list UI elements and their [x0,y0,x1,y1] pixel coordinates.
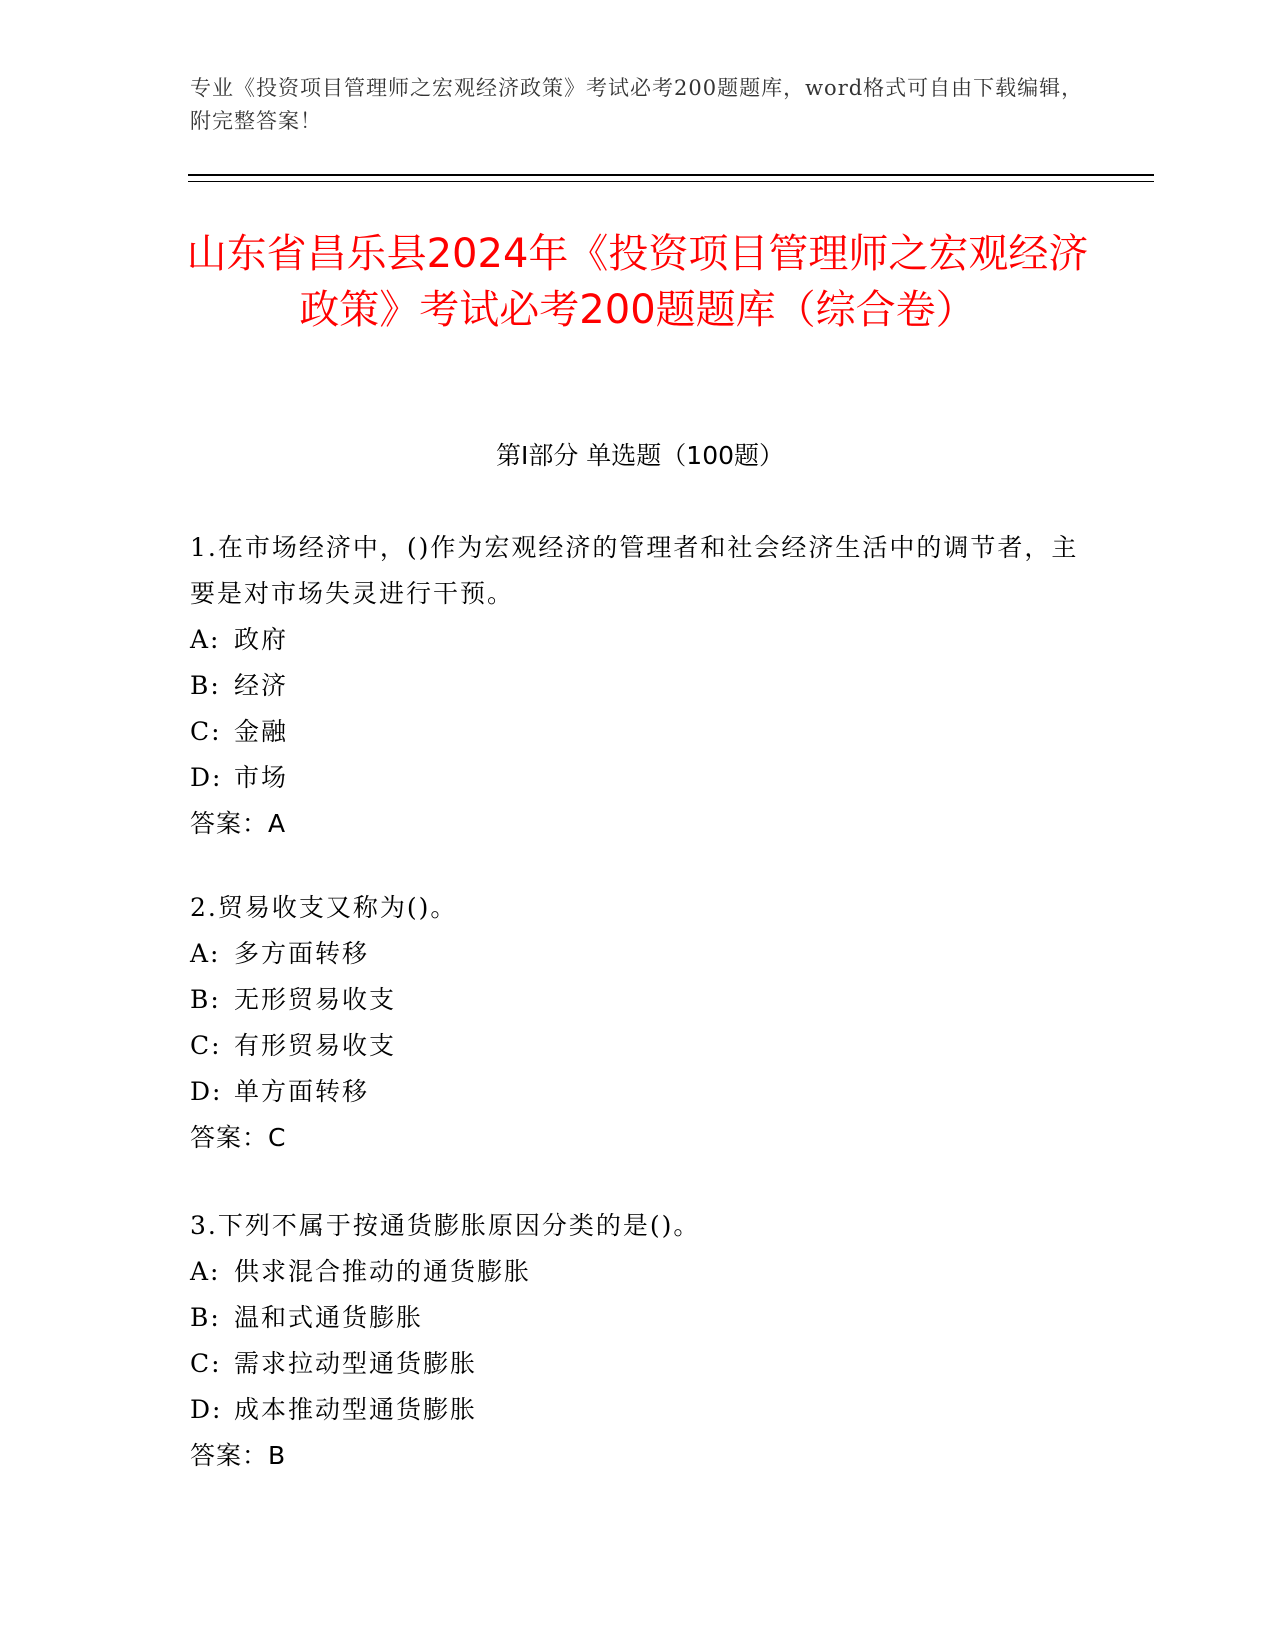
answer-prefix: 答案： [190,1441,269,1470]
question-option [190,931,1090,977]
question-block [190,1203,1090,1479]
question-option [190,1295,1090,1341]
option-text: 供求混合推动的通货膨胀 [234,1257,532,1286]
section-heading: 第Ⅰ部分 单选题（100题） [495,441,785,470]
option-letter: C: [190,1349,222,1378]
answer-line [190,1115,1090,1161]
option-letter: B: [190,985,221,1014]
header-divider-thin [188,181,1154,182]
question-stem: 2.贸易收支又称为()。 [190,893,458,922]
question-option [190,1023,1090,1069]
option-text: 多方面转移 [234,939,370,968]
answer-line [190,1433,1090,1479]
option-text: 有形贸易收支 [234,1031,397,1060]
option-letter: D: [190,1395,223,1424]
option-text: 金融 [234,717,289,746]
option-letter: A: [190,939,221,968]
option-text: 政府 [234,625,289,654]
option-letter: B: [190,1303,221,1332]
answer-prefix: 答案： [190,1123,269,1152]
question-option [190,617,1090,663]
answer-value: B [268,1441,287,1470]
answer-value: A [268,809,287,838]
question-option [190,663,1090,709]
option-letter: C: [190,1031,222,1060]
question-stem: 1.在市场经济中，()作为宏观经济的管理者和社会经济生活中的调节者，主要是对市场失灵进行干预。 [190,533,1079,608]
question-option [190,1387,1090,1433]
question-option [190,709,1090,755]
answer-prefix: 答案： [190,809,269,838]
option-letter: A: [190,1257,221,1286]
document-title: 山东省昌乐县2024年《投资项目管理师之宏观经济政策》考试必考200题题库（综合卷） [186,231,1089,333]
option-text: 无形贸易收支 [234,985,397,1014]
option-letter: D: [190,763,223,792]
option-letter: B: [190,671,221,700]
option-text: 单方面转移 [234,1077,370,1106]
question-option [190,977,1090,1023]
question-option [190,755,1090,801]
question-option [190,1249,1090,1295]
option-text: 经济 [234,671,289,700]
option-text: 温和式通货膨胀 [234,1303,424,1332]
option-letter: A: [190,625,221,654]
question-stem: 3.下列不属于按通货膨胀原因分类的是()。 [190,1211,701,1240]
option-text: 市场 [234,763,289,792]
option-text: 需求拉动型通货膨胀 [234,1349,478,1378]
question-option [190,1069,1090,1115]
header-divider-thick [188,174,1154,176]
option-letter: C: [190,717,222,746]
question-block [190,525,1090,847]
answer-line [190,801,1090,847]
option-text: 成本推动型通货膨胀 [234,1395,478,1424]
option-letter: D: [190,1077,223,1106]
answer-value: C [268,1123,287,1152]
question-option [190,1341,1090,1387]
header-note: 专业《投资项目管理师之宏观经济政策》考试必考200题题库，word格式可自由下载编辑，附完整答案！ [190,76,1084,133]
question-block [190,885,1090,1161]
